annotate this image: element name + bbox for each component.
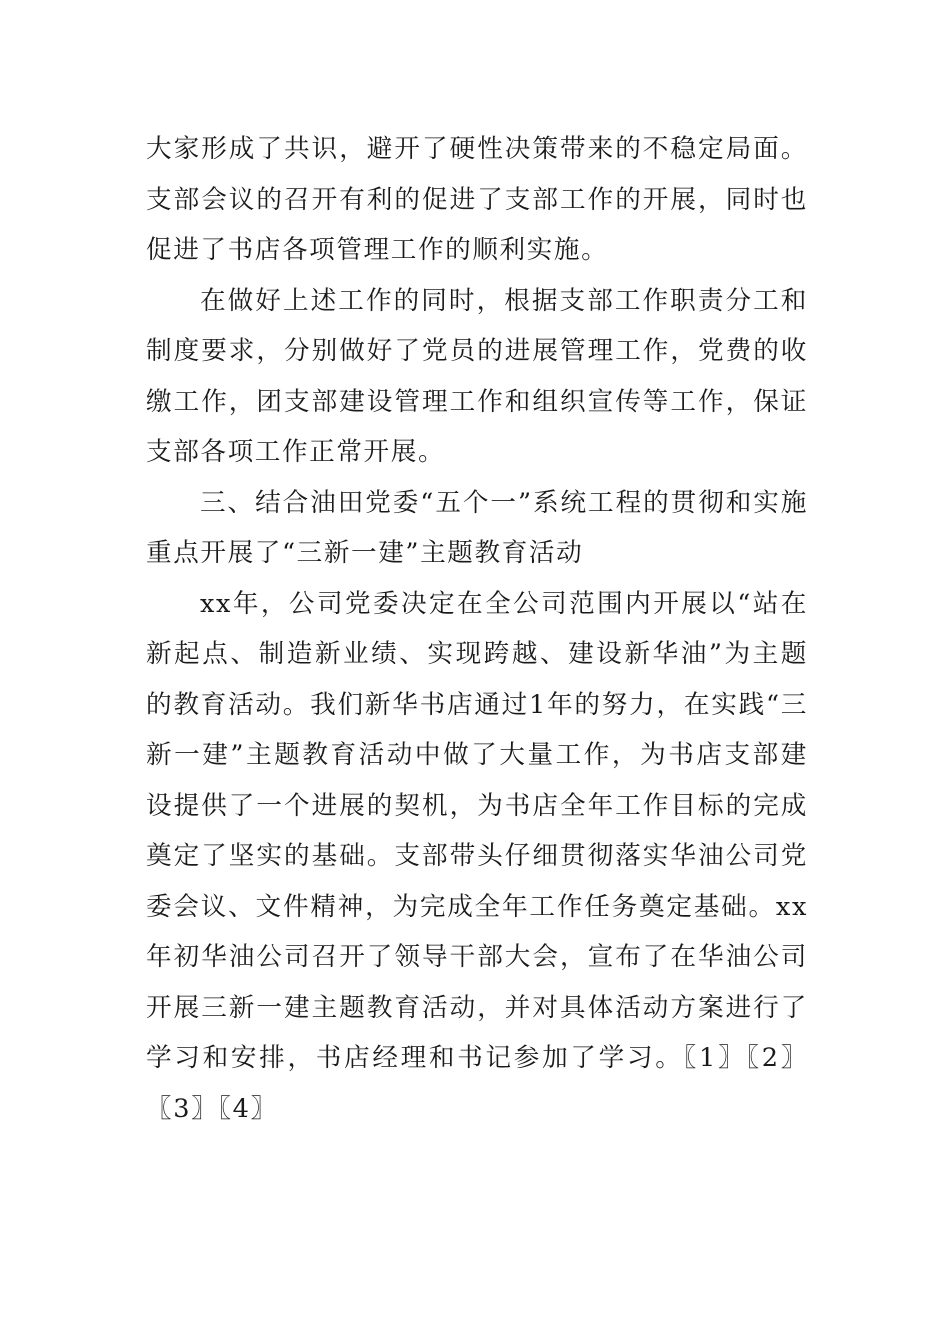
- paragraph-4-text: xx年，公司党委决定在全公司范围内开展以“站在新起点、制造新业绩、实现跨越、建设新华油”为主题的教育活动。我们新华书店通过1年的努力，在实践“三新一建”主题教育活动中做了大量工作，为书店支部建设提供了一个进展的契机，为书店全年工作目标的完成奠定了坚实的基础。支部带头仔细贯彻落实华油公司党委会议、文件精神，为完成全年工作任务奠定基础。xx年初华油公司召开了领导干部大会，宣布了在华油公司开展三新一建主题教育活动，并对具体活动方案进行了学习和安排，书店经理和书记参加了学习。: [146, 588, 808, 1073]
- document-body: [146, 124, 808, 1134]
- page-link-2[interactable]: 〖2〗: [746, 1043, 808, 1073]
- page-link-1[interactable]: 〖1〗: [683, 1043, 747, 1073]
- paragraph-1: 大家形成了共识，避开了硬性决策带来的不稳定局面。支部会议的召开有利的促进了支部工作的开展，同时也促进了书店各项管理工作的顺利实施。: [146, 134, 808, 265]
- paragraph-2: 在做好上述工作的同时，根据支部工作职责分工和制度要求，分别做好了党员的进展管理工作，党费的收缴工作，团支部建设管理工作和组织宣传等工作，保证支部各项工作正常开展。: [146, 285, 808, 467]
- page-link-4[interactable]: 〖4〗: [218, 1093, 278, 1124]
- paragraph-4: [146, 579, 808, 1135]
- section-heading: 三、结合油田党委“五个一”系统工程的贯彻和实施重点开展了“三新一建”主题教育活动: [146, 487, 808, 568]
- page-link-3[interactable]: 〖3〗: [146, 1093, 219, 1124]
